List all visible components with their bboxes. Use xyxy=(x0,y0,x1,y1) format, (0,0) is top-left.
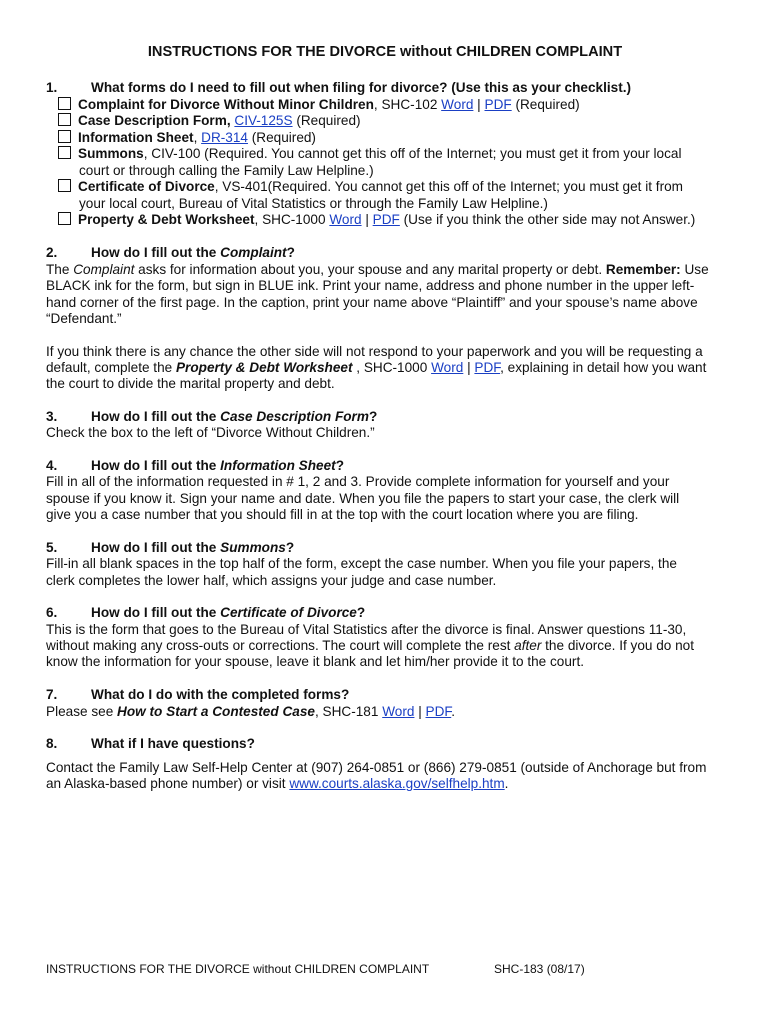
form-name: Complaint for Divorce Without Minor Children xyxy=(78,97,374,112)
paragraph-line: default, complete the Property & Debt Worksheet , SHC-1000 Word | PDF, explaining in detail how you want xyxy=(46,360,707,375)
paragraph-line: the court to divide the marital property and debt. xyxy=(46,376,335,391)
paragraph-line: The Complaint asks for information about you, your spouse and any marital property or debt. Remember: Use xyxy=(46,262,709,277)
form-name: Certificate of Divorce xyxy=(78,179,215,194)
paragraph-line: Please see How to Start a Contested Case, SHC-181 Word | PDF. xyxy=(46,704,455,719)
section-5-question: 5. How do I fill out the Summons? xyxy=(46,540,295,555)
paragraph-line: an Alaska-based phone number) or visit www.courts.alaska.gov/selfhelp.htm. xyxy=(46,776,509,791)
checklist-item-summons-cont: court or through calling the Family Law Helpline.) xyxy=(79,163,374,178)
checkbox[interactable] xyxy=(58,146,71,159)
paragraph-line: Fill-in all blank spaces in the top half of the form, except the case number. When you file your papers, the xyxy=(46,556,677,571)
form-link[interactable]: DR-314 xyxy=(201,130,248,145)
form-name: Property & Debt Worksheet xyxy=(78,212,255,227)
section-number: 5. xyxy=(46,540,58,555)
question-text: What forms do I need to fill out when filing for divorce? (Use this as your checklist.) xyxy=(91,80,632,95)
paragraph-line: BLACK ink for the form, but sign in BLUE ink. Print your name, address and phone number in the upper left- xyxy=(46,278,695,293)
paragraph-line: If you think there is any chance the other side will not respond to your paperwork and you will be requesting a xyxy=(46,344,703,359)
paragraph-line: know the information for your spouse, leave it blank and let him/her provide it to the court. xyxy=(46,654,584,669)
pdf-link[interactable]: PDF xyxy=(484,97,512,112)
paragraph-line: without making any cross-outs or corrections. The court will complete the rest after the divorce. If you do not xyxy=(46,638,695,653)
checklist-item-certificate: Certificate of Divorce, VS-401(Required. You cannot get this off of the Internet; you must get it from xyxy=(58,179,683,196)
checkbox[interactable] xyxy=(58,113,71,126)
footer-form-code: SHC-183 (08/17) xyxy=(494,962,585,976)
word-link[interactable]: Word xyxy=(329,212,362,227)
section-number: 2. xyxy=(46,245,58,260)
section-number: 3. xyxy=(46,409,58,424)
section-8-question: 8. What if I have questions? xyxy=(46,736,255,751)
checklist-item-property-debt: Property & Debt Worksheet, SHC-1000 Word | PDF (Use if you think the other side may not Answer.) xyxy=(58,212,695,229)
paragraph-line: hand corner of the first page. In the caption, print your name above “Plaintiff” and your spouse’s name above xyxy=(46,295,698,310)
paragraph-line: Fill in all of the information requested in # 1, 2 and 3. Provide complete information for yourself and your xyxy=(46,474,670,489)
footer-title: INSTRUCTIONS FOR THE DIVORCE without CHILDREN COMPLAINT xyxy=(46,962,430,976)
section-7-question: 7. What do I do with the completed forms? xyxy=(46,687,350,702)
form-name: Case Description Form, xyxy=(78,113,231,128)
section-2-question: 2. How do I fill out the Complaint? xyxy=(46,245,295,260)
section-number: 1. xyxy=(46,80,58,95)
checkbox[interactable] xyxy=(58,130,71,143)
checklist-item-information-sheet: Information Sheet, DR-314 (Required) xyxy=(58,130,316,147)
pdf-link[interactable]: PDF xyxy=(372,212,400,227)
paragraph-line: Contact the Family Law Self-Help Center at (907) 264-0851 or (866) 279-0851 (outside of Anchorage but from xyxy=(46,760,707,775)
checkbox[interactable] xyxy=(58,179,71,192)
paragraph-line: “Defendant.” xyxy=(46,311,122,326)
paragraph-line: spouse if you know it. Sign your name and date. When you file the papers to start your case, the clerk will xyxy=(46,491,680,506)
checkbox[interactable] xyxy=(58,212,71,225)
checklist-item-certificate-cont: your local court, Bureau of Vital Statistics or through the Family Law Helpline.) xyxy=(79,196,548,211)
paragraph-line: clerk completes the lower half, which assigns your judge and case number. xyxy=(46,573,497,588)
section-number: 7. xyxy=(46,687,58,702)
section-number: 4. xyxy=(46,458,58,473)
section-number: 8. xyxy=(46,736,58,751)
section-number: 6. xyxy=(46,605,58,620)
section-1-question xyxy=(46,80,631,97)
form-name: Information Sheet xyxy=(78,130,194,145)
pdf-link[interactable]: PDF xyxy=(425,704,452,719)
checklist-item-summons: Summons, CIV-100 (Required. You cannot get this off of the Internet; you must get it from your local xyxy=(58,146,681,163)
section-3-question: 3. How do I fill out the Case Description Form? xyxy=(46,409,378,424)
section-6-question: 6. How do I fill out the Certificate of Divorce? xyxy=(46,605,366,620)
word-link[interactable]: Word xyxy=(382,704,415,719)
paragraph-line: Check the box to the left of “Divorce Without Children.” xyxy=(46,425,375,440)
page-title: INSTRUCTIONS FOR THE DIVORCE without CHILDREN COMPLAINT xyxy=(147,44,623,60)
form-name: Summons xyxy=(78,146,144,161)
selfhelp-link[interactable]: www.courts.alaska.gov/selfhelp.htm xyxy=(289,776,505,791)
word-link[interactable]: Word xyxy=(431,360,464,375)
section-4-question: 4. How do I fill out the Information Sheet? xyxy=(46,458,344,473)
checklist-item-case-description: Case Description Form, CIV-125S (Required) xyxy=(58,113,361,130)
word-link[interactable]: Word xyxy=(441,97,474,112)
paragraph-line: give you a case number that you should fill in at the top with the court location where you are filing. xyxy=(46,507,639,522)
pdf-link[interactable]: PDF xyxy=(474,360,501,375)
paragraph-line: This is the form that goes to the Bureau of Vital Statistics after the divorce is final. Answer questions 11-30, xyxy=(46,622,687,637)
checklist-item-complaint: Complaint for Divorce Without Minor Children, SHC-102 Word | PDF (Required) xyxy=(58,97,580,114)
checkbox[interactable] xyxy=(58,97,71,110)
form-link[interactable]: CIV-125S xyxy=(234,113,293,128)
